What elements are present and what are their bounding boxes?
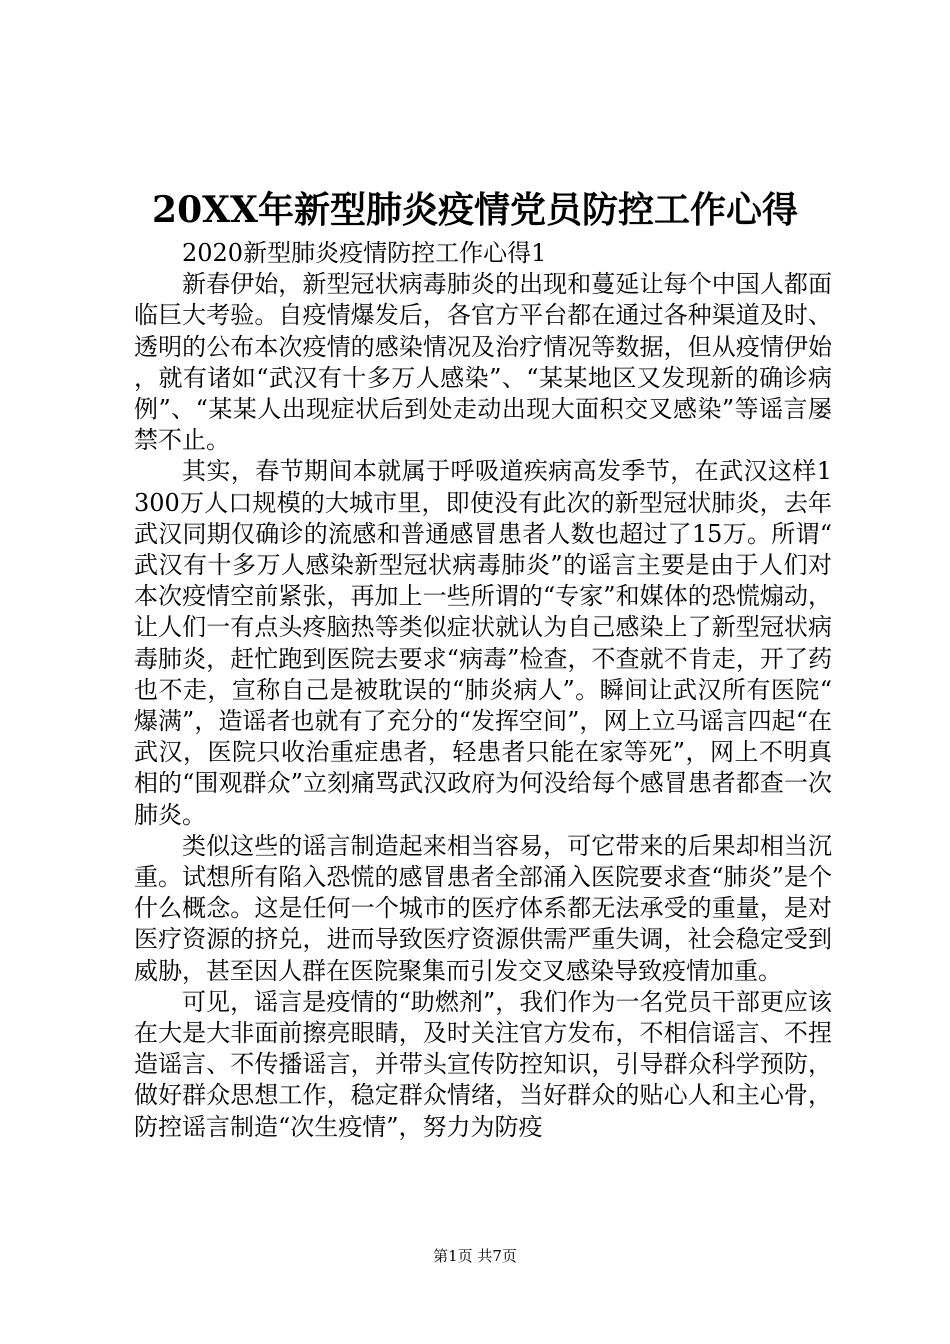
document-title: 20XX年新型肺炎疫情党员防控工作心得 xyxy=(152,189,798,231)
paragraph: 其实，春节期间本就属于呼吸道疾病高发季节，在武汉这样1300万人口规模的大城市里，即使没有此次的新型冠状肺炎，去年武汉同期仅确诊的流感和普通感冒患者人数也超过了15万。所谓“武汉有十多万人感染新型冠状病毒肺炎”的谣言主要是由于人们对本次疫情空前紧张，再加上一些所谓的“专家”和媒体的恐慌煽动，让人们一有点头疼脑热等类似症状就认为自己感染上了新型冠状病毒肺炎，赶忙跑到医院去要求“病毒”检查，不查就不肯走，开了药也不走，宣称自己是被耽误的“肺炎病人”。瞬间让武汉所有医院“爆满”，造谣者也就有了充分的“发挥空间”，网上立马谣言四起“在武汉，医院只收治重症患者，轻患者只能在家等死”，网上不明真相的“围观群众”立刻痛骂武汉政府为何没给每个感冒患者都查一次肺炎。 xyxy=(134,457,832,829)
paragraph: 类似这些的谣言制造起来相当容易，可它带来的后果却相当沉重。试想所有陷入恐慌的感冒患者全部涌入医院要求查“肺炎”是个什么概念。这是任何一个城市的医疗体系都无法承受的重量，是对医疗资源的挤兑，进而导致医疗资源供需严重失调，社会稳定受到威胁，甚至因人群在医院聚集而引发交叉感染导致疫情加重。 xyxy=(134,831,832,985)
paragraph: 新春伊始，新型冠状病毒肺炎的出现和蔓延让每个中国人都面临巨大考验。自疫情爆发后，各官方平台都在通过各种渠道及时、透明的公布本次疫情的感染情况及治疗情况等数据，但从疫情伊始，就有诸如“武汉有十多万人感染”、“某某地区又发现新的确诊病例”、“某某人出现症状后到处走动出现大面积交叉感染”等谣言屡禁不止。 xyxy=(134,270,832,455)
paragraph: 可见，谣言是疫情的“助燃剂”，我们作为一名党员干部更应该在大是大非面前擦亮眼睛，及时关注官方发布，不相信谣言、不捏造谣言、不传播谣言，并带头宣传防控知识，引导群众科学预防，做好群众思想工作，稳定群众情绪，当好群众的贴心人和主心骨，防控谣言制造“次生疫情”，努力为防疫 xyxy=(134,987,832,1141)
document-body xyxy=(134,238,832,1143)
document-subtitle: 2020新型肺炎疫情防控工作心得1 xyxy=(182,239,547,267)
page-footer: 第1页 共7页 xyxy=(433,1247,517,1265)
